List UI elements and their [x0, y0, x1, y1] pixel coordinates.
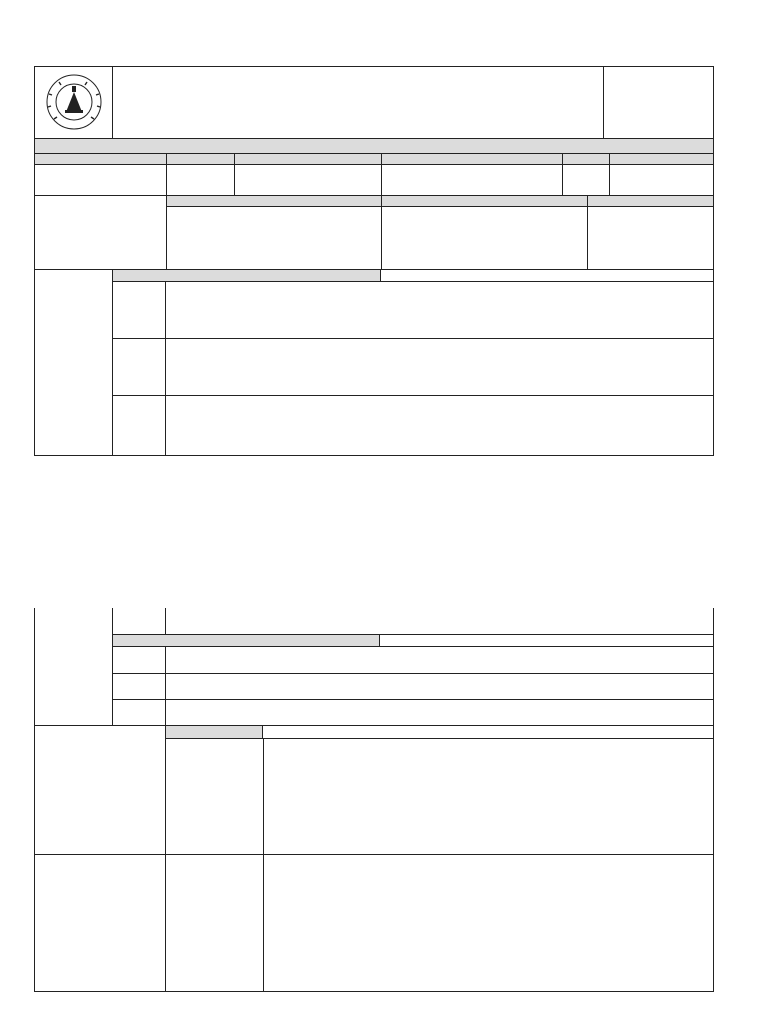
rps-cpmk-table — [34, 608, 714, 992]
rps-header-table — [34, 66, 714, 456]
unm-seal-icon — [39, 72, 109, 136]
unm-logo — [39, 72, 109, 136]
